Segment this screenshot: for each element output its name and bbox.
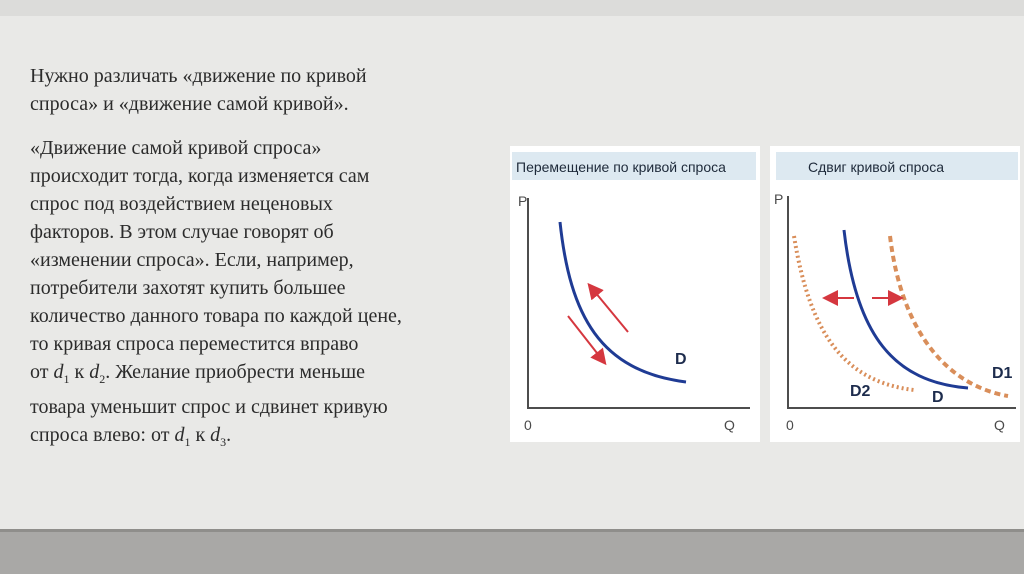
explanation-line-11: спроса влево: от $d_1$ к $d_3$. xyxy=(30,424,232,449)
curve-d1-label: D1 xyxy=(992,365,1013,382)
explanation-line-10: товара уменьшит спрос и сдвинет кривую xyxy=(30,396,388,418)
footer-band xyxy=(0,532,1024,574)
intro-paragraph xyxy=(30,62,510,118)
left-panel-curve-label: D xyxy=(675,351,687,368)
left-panel-title: Перемещение по кривой спроса xyxy=(516,159,726,175)
demand-curve-diagram xyxy=(510,146,1020,442)
explanation-line-5: «изменении спроса». Если, например, xyxy=(30,249,354,271)
explanation-paragraph xyxy=(30,134,510,456)
explanation-line-6: потребители захотят купить большее xyxy=(30,277,346,299)
explanation-line-4: факторов. В этом случае говорят об xyxy=(30,221,334,243)
left-panel-origin: 0 xyxy=(524,417,532,433)
left-panel-y-label: P xyxy=(518,193,528,209)
diagram-svg xyxy=(510,146,1020,442)
explanation-line-3: спрос под воздействием неценовых xyxy=(30,193,333,215)
right-panel-title: Сдвиг кривой спроса xyxy=(808,159,944,175)
curve-d2-label: D2 xyxy=(850,383,871,400)
right-panel-origin: 0 xyxy=(786,417,794,433)
text-block xyxy=(30,62,510,456)
right-panel-y-label: P xyxy=(774,191,784,207)
explanation-line-9: от $d_1$ к $d_2$. Желание приобрести меньше xyxy=(30,361,366,386)
explanation-line-7: количество данного товара по каждой цене, xyxy=(30,305,402,327)
right-panel-x-label: Q xyxy=(994,417,1005,433)
explanation-line-1: «Движение самой кривой спроса» xyxy=(30,137,322,159)
right-panel-background xyxy=(770,146,1020,442)
intro-line-1: Нужно различать «движение по кривой xyxy=(30,65,367,87)
curve-d-label: D xyxy=(932,389,944,406)
left-panel-background xyxy=(510,146,760,442)
top-band xyxy=(0,0,1024,16)
intro-line-2: спроса» и «движение самой кривой». xyxy=(30,93,349,115)
explanation-line-8: то кривая спроса переместится вправо xyxy=(30,333,359,355)
left-panel-x-label: Q xyxy=(724,417,735,433)
explanation-line-2: происходит тогда, когда изменяется сам xyxy=(30,165,370,187)
